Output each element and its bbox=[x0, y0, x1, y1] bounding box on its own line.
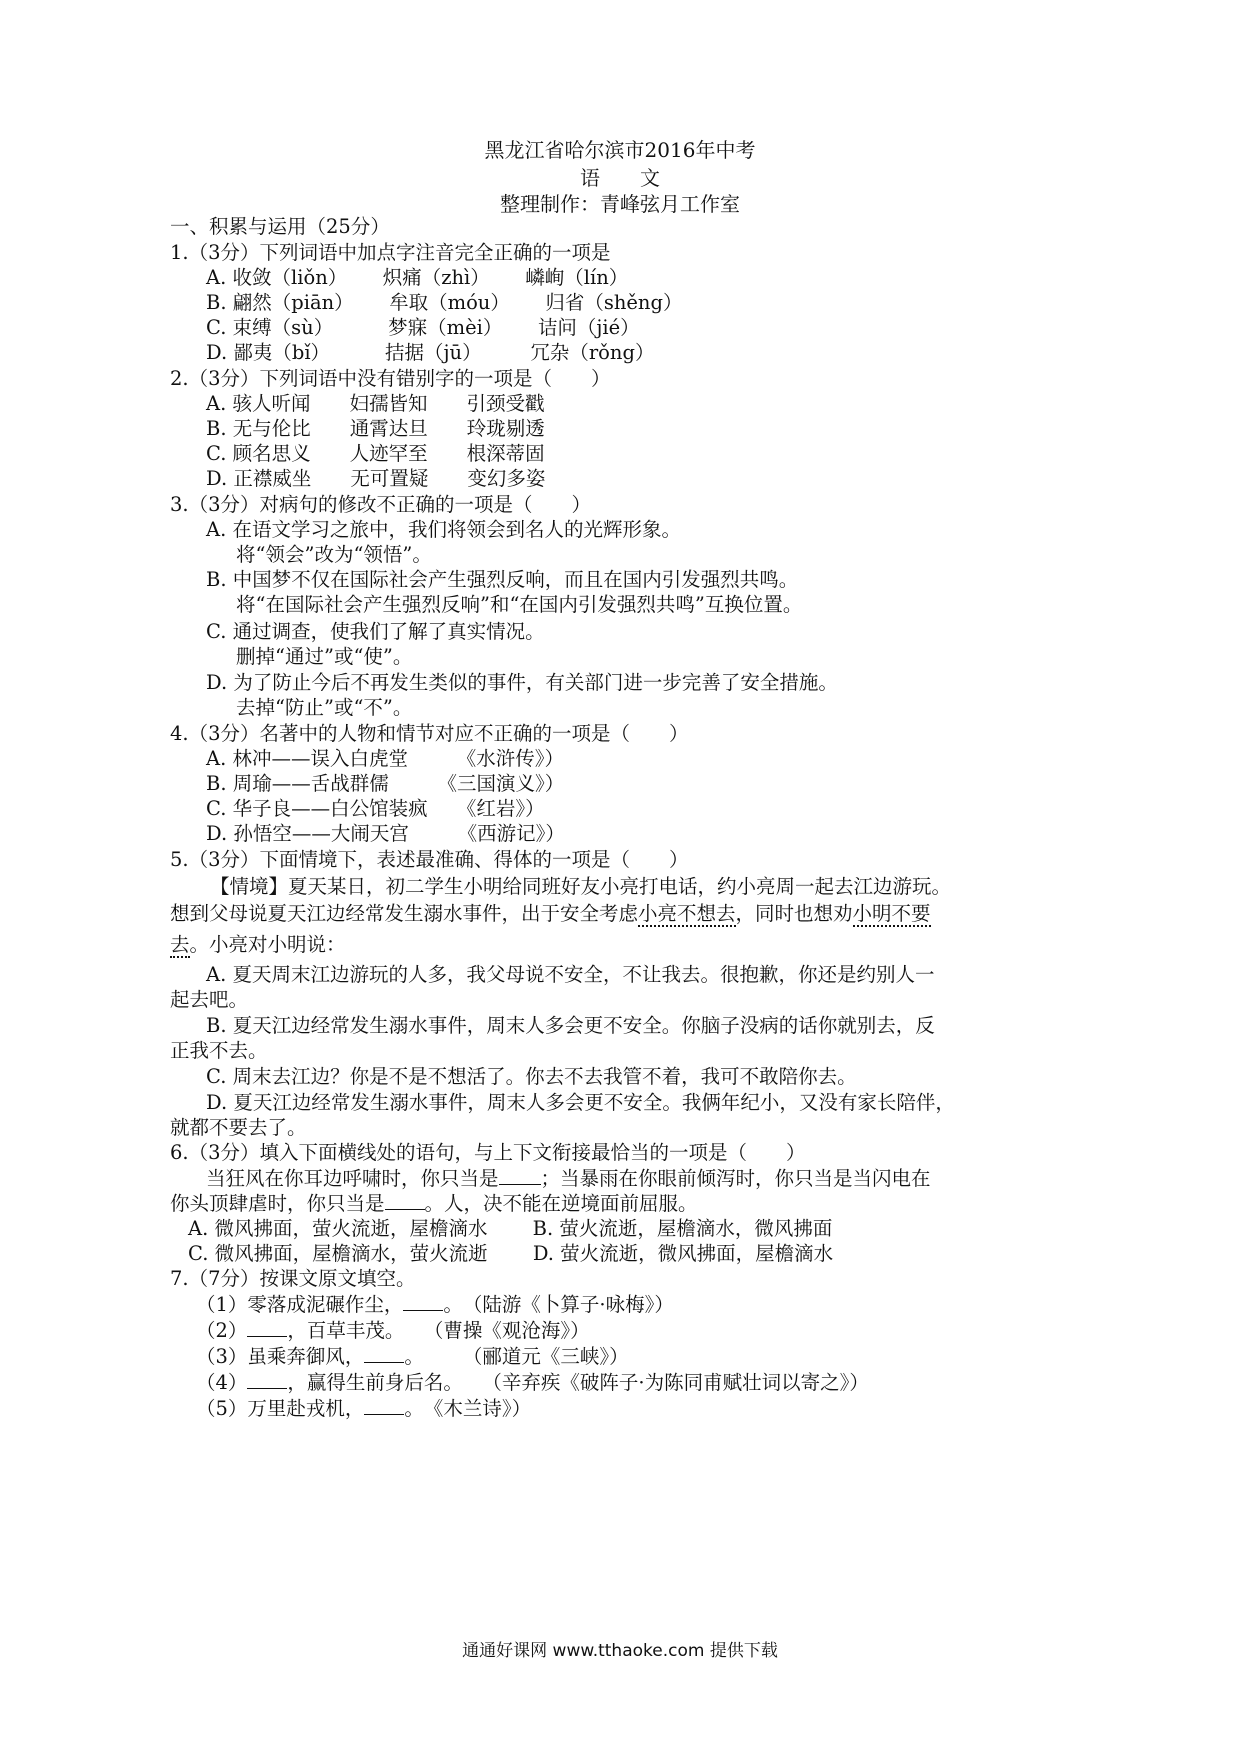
q5-option-d: D. 夏天江边经常发生溺水事件，周末人多会更不安全。我俩年纪小，又没有家长陪伴， bbox=[206, 1091, 955, 1114]
blank-7 bbox=[364, 1396, 404, 1415]
q2-stem: 2.（3分）下列词语中没有错别字的一项是（ ） bbox=[170, 367, 611, 390]
q3-option-b-fix: 将“在国际社会产生强烈反响”和“在国内引发强烈共鸣”互换位置。 bbox=[236, 593, 803, 616]
q7-item-2b: ，百草丰茂。 （曹操《观沧海》） bbox=[287, 1319, 590, 1342]
q6-passage-2b: 。人，决不能在逆境面前屈服。 bbox=[424, 1192, 698, 1215]
q1-option-c: C. 束缚（sù） 梦寐（mèi） 诘问（jié） bbox=[206, 316, 640, 339]
q1-option-b: B. 翩然（piān） 牟取（móu） 归省（shěng） bbox=[206, 291, 683, 314]
q5-option-a: A. 夏天周末江边游玩的人多，我父母说不安全，不让我去。很抱歉，你还是约别人一 bbox=[206, 963, 935, 986]
q5-context-2 bbox=[170, 901, 931, 927]
q7-item-4a: （4） bbox=[196, 1371, 248, 1394]
q7-item-3b: 。 （郦道元《三峡》） bbox=[404, 1345, 629, 1368]
q7-stem: 7.（7分）按课文原文填空。 bbox=[170, 1267, 416, 1290]
q4-stem: 4.（3分）名著中的人物和情节对应不正确的一项是（ ） bbox=[170, 722, 689, 745]
q1-option-d: D. 鄙夷（bǐ） 拮据（jū） 冗杂（rǒng） bbox=[206, 341, 655, 364]
q5-context-3b: 。小亮对小明说： bbox=[189, 933, 346, 956]
q6-options-ab: A. 微风拂面，萤火流逝，屋檐滴水 B. 萤火流逝，屋檐滴水，微风拂面 bbox=[188, 1217, 833, 1240]
q2-option-c: C. 顾名思义 人迹罕至 根深蒂固 bbox=[206, 442, 545, 465]
q4-option-a: A. 林冲——误入白虎堂 《水浒传》） bbox=[206, 747, 564, 770]
q5-context-2c: ，同时也想劝 bbox=[735, 902, 853, 925]
q7-item-1a: （1）零落成泥碾作尘， bbox=[196, 1293, 404, 1316]
q5-stem: 5.（3分）下面情境下，表述最准确、得体的一项是（ ） bbox=[170, 848, 689, 871]
blank-1 bbox=[499, 1166, 541, 1185]
q3-option-b: B. 中国梦不仅在国际社会产生强烈反响，而且在国内引发强烈共鸣。 bbox=[206, 568, 799, 591]
q6-passage-1b: ；当暴雨在你眼前倾泻时，你只当是当闪电在 bbox=[540, 1167, 931, 1190]
q3-option-d-fix: 去掉“防止”或“不”。 bbox=[236, 696, 413, 719]
emphasis-2: 小明不要 bbox=[852, 902, 931, 925]
subject-title: 语 文 bbox=[580, 166, 660, 190]
q5-option-b: B. 夏天江边经常发生溺水事件，周末人多会更不安全。你脑子没病的话你就别去，反 bbox=[206, 1014, 935, 1037]
section-heading: 一、积累与运用（25分） bbox=[170, 215, 390, 238]
q5-context-1: 【情境】夏天某日，初二学生小明给同班好友小亮打电话，约小亮周一起去江边游玩。 bbox=[210, 875, 952, 898]
footer-watermark: 通通好课网 www.tthaoke.com 提供下载 bbox=[462, 1641, 778, 1661]
producer-line: 整理制作：青峰弦月工作室 bbox=[500, 192, 740, 216]
q3-option-c: C. 通过调查，使我们了解了真实情况。 bbox=[206, 620, 545, 643]
q5-option-c: C. 周末去江边？你是不是不想活了。你去不去我管不着，我可不敢陪你去。 bbox=[206, 1065, 857, 1088]
q1-stem: 1.（3分）下列词语中加点字注音完全正确的一项是 bbox=[170, 241, 611, 264]
q5-option-b-cont: 正我不去。 bbox=[170, 1039, 268, 1062]
q3-option-a: A. 在语文学习之旅中，我们将领会到名人的光辉形象。 bbox=[206, 518, 681, 541]
q5-context-3 bbox=[170, 932, 346, 958]
q6-passage-2 bbox=[170, 1191, 698, 1217]
q4-option-b: B. 周瑜——舌战群儒 《三国演义》） bbox=[206, 772, 565, 795]
q4-option-d: D. 孙悟空——大闹天宫 《西游记》） bbox=[206, 822, 565, 845]
q2-option-a: A. 骇人听闻 妇孺皆知 引颈受戳 bbox=[206, 392, 545, 415]
q6-passage-1a: 当狂风在你耳边呼啸时，你只当是 bbox=[206, 1167, 499, 1190]
q3-option-a-fix: 将“领会”改为“领悟”。 bbox=[236, 543, 432, 566]
emphasis-3: 去 bbox=[170, 933, 190, 956]
q5-context-2a: 想到父母说夏天江边经常发生溺水事件，出于安全考虑 bbox=[170, 902, 639, 925]
q2-option-b: B. 无与伦比 通霄达旦 玲珑剔透 bbox=[206, 417, 545, 440]
q3-option-d: D. 为了防止今后不再发生类似的事件，有关部门进一步完善了安全措施。 bbox=[206, 671, 838, 694]
blank-6 bbox=[247, 1370, 287, 1389]
q7-item-4b: ，赢得生前身后名。 （辛弃疾《破阵子·为陈同甫赋壮词以寄之》） bbox=[287, 1371, 869, 1394]
q3-option-c-fix: 删掉“通过”或“使”。 bbox=[236, 645, 413, 668]
q5-option-d-cont: 就都不要去了。 bbox=[170, 1116, 307, 1139]
q1-option-a: A. 收敛（liǒn） 炽痛（zhì） 嶙峋（lín） bbox=[206, 266, 629, 289]
q3-stem: 3.（3分）对病句的修改不正确的一项是（ ） bbox=[170, 493, 592, 516]
q7-item-1b: 。 （陆游《卜算子·咏梅》） bbox=[443, 1293, 674, 1316]
q6-stem: 6.（3分）填入下面横线处的语句，与上下文衔接最恰当的一项是（ ） bbox=[170, 1141, 806, 1164]
q7-item-3a: （3）虽乘奔御风， bbox=[196, 1345, 365, 1368]
emphasis-1: 小亮不想去 bbox=[638, 902, 736, 925]
q7-item-4 bbox=[196, 1370, 869, 1396]
q7-item-2a: （2） bbox=[196, 1319, 248, 1342]
blank-5 bbox=[364, 1344, 404, 1363]
q6-passage-1 bbox=[206, 1166, 931, 1192]
q6-options-cd: C. 微风拂面，屋檐滴水，萤火流逝 D. 萤火流逝，微风拂面，屋檐滴水 bbox=[188, 1242, 834, 1265]
q7-item-1 bbox=[196, 1292, 674, 1318]
q6-passage-2a: 你头顶肆虐时，你只当是 bbox=[170, 1192, 385, 1215]
q5-option-a-cont: 起去吧。 bbox=[170, 988, 249, 1011]
q4-option-c: C. 华子良——白公馆装疯 《红岩》） bbox=[206, 797, 545, 820]
exam-title: 黑龙江省哈尔滨市2016年中考 bbox=[484, 138, 756, 162]
q7-item-5a: （5）万里赴戎机， bbox=[196, 1397, 365, 1420]
blank-2 bbox=[385, 1191, 425, 1210]
blank-4 bbox=[247, 1318, 287, 1337]
q7-item-5 bbox=[196, 1396, 531, 1422]
q7-item-5b: 。 《木兰诗》） bbox=[404, 1397, 532, 1420]
blank-3 bbox=[403, 1292, 443, 1311]
q7-item-3 bbox=[196, 1344, 629, 1370]
q7-item-2 bbox=[196, 1318, 590, 1344]
q2-option-d: D. 正襟威坐 无可置疑 变幻多姿 bbox=[206, 467, 546, 490]
